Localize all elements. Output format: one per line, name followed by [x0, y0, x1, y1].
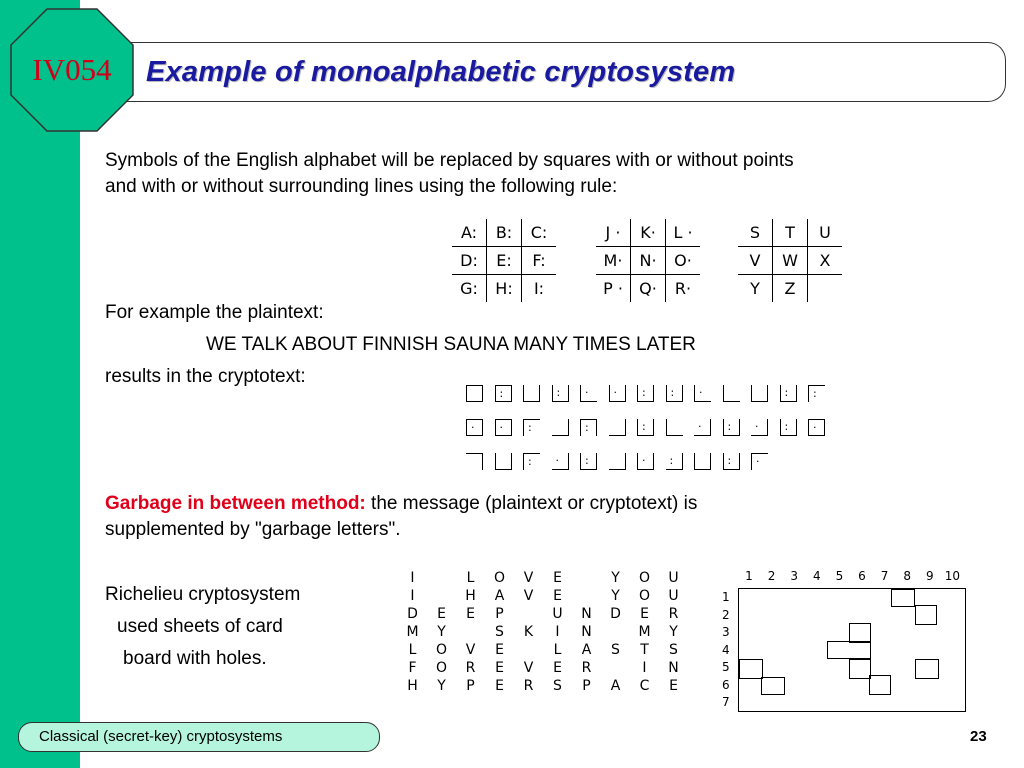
card-hole [827, 641, 871, 659]
cipher-symbol: · [552, 453, 569, 470]
cipher-symbol: · [694, 419, 711, 436]
grid-letter: T [640, 642, 649, 658]
grid-letter: H [465, 588, 476, 604]
cipher-cell: U [808, 219, 843, 247]
card-hole [869, 675, 891, 695]
grid-letter: E [553, 570, 562, 586]
grid-letter: O [493, 570, 506, 586]
cipher-symbol: · [466, 419, 483, 436]
cipher-cell: Q· [631, 275, 666, 303]
card-col-number: 8 [903, 569, 911, 583]
page-number: 23 [970, 728, 987, 745]
cipher-symbol: : [666, 385, 683, 402]
cipher-cell: C: [522, 219, 557, 247]
plaintext: WE TALK ABOUT FINNISH SAUNA MANY TIMES LATER [206, 334, 696, 355]
cipher-cell: Y [738, 275, 773, 303]
cipher-symbol: · [751, 419, 768, 436]
cipher-symbol: · [609, 385, 626, 402]
card-row-number: 2 [722, 607, 730, 622]
cipher-symbol: · [495, 419, 512, 436]
cipher-cell: L · [666, 219, 701, 247]
grid-letter: E [495, 678, 504, 694]
grid-letter: Y [437, 678, 446, 694]
grid-letter: R [581, 660, 592, 676]
card-col-number: 2 [767, 569, 776, 583]
cipher-table-3 [738, 219, 842, 302]
cipher-cell: M· [596, 247, 631, 275]
garbage-desc: the message (plaintext or cryptotext) is [365, 493, 698, 514]
cipher-symbol: · [808, 419, 825, 436]
grid-letter: N [581, 624, 592, 640]
cipher-cell: P · [596, 275, 631, 303]
grid-letter: D [407, 606, 418, 622]
grid-letter: A [494, 588, 505, 604]
grid-letter: U [668, 588, 679, 604]
card-col-number: 5 [835, 569, 844, 583]
cipher-cell: T [773, 219, 808, 247]
grid-letter: E [553, 660, 562, 676]
grid-letter: O [638, 570, 651, 586]
grid-letter: P [495, 606, 504, 622]
grid-letter: A [581, 642, 592, 658]
grid-row [398, 624, 688, 642]
cipher-cell: O· [666, 247, 701, 275]
cipher-symbol [466, 385, 483, 402]
grid-letter: O [638, 588, 651, 604]
grid-letter: L [466, 570, 475, 586]
cipher-cell: N· [631, 247, 666, 275]
card-row-numbers [722, 590, 730, 713]
card-col-number: 7 [880, 569, 889, 583]
grid-letter: E [437, 606, 446, 622]
cipher-cell: K· [631, 219, 666, 247]
grid-letter: K [523, 624, 534, 640]
grid-letter: N [668, 660, 679, 676]
card-col-number: 6 [858, 569, 866, 583]
example-label: For example the plaintext: [105, 302, 324, 323]
grid-row [398, 570, 688, 588]
card-col-number: 4 [812, 569, 821, 583]
card-row-number: 5 [722, 660, 730, 674]
grid-letter: D [610, 606, 621, 622]
card-hole [891, 589, 915, 607]
cipher-symbol [609, 419, 626, 436]
grid-letter: S [669, 642, 678, 658]
grid-letter: V [523, 588, 534, 604]
grid-letter: E [495, 660, 504, 676]
card-row-number: 1 [722, 590, 730, 604]
cipher-symbol: : [637, 419, 654, 436]
grid-letter: I [555, 624, 560, 640]
card-hole [849, 623, 871, 643]
grid-letter: S [611, 642, 620, 658]
cipher-cell: E: [487, 247, 522, 275]
grid-letter: E [466, 606, 475, 622]
card-row-number: 6 [722, 677, 730, 692]
cipher-symbol: : [495, 385, 512, 402]
grid-letter: F [408, 660, 417, 676]
card-row-number: 7 [722, 695, 730, 709]
cipher-symbol [609, 453, 626, 470]
grid-letter: P [466, 678, 475, 694]
grid-letter: M [406, 624, 419, 640]
grid-letter: S [495, 624, 504, 640]
cipher-symbol [694, 453, 711, 470]
grid-letter: R [523, 678, 534, 694]
intro-line-1: Symbols of the English alphabet will be replaced by squares with or without points [105, 150, 794, 171]
cipher-symbol [523, 385, 540, 402]
richelieu-line-2: used sheets of card [117, 616, 283, 637]
cipher-symbol: · [694, 385, 711, 402]
cipher-cell: I: [533, 279, 545, 298]
card-hole [739, 659, 763, 679]
garbage-term: Garbage in between method: [105, 493, 366, 514]
garbage-line-2: supplemented by "garbage letters". [105, 519, 401, 540]
cipher-symbol: : [780, 419, 797, 436]
grid-letter: Y [611, 570, 620, 586]
cipher-cell: H: [487, 275, 522, 303]
cipher-symbol [666, 419, 683, 436]
grid-row [398, 660, 688, 678]
richelieu-line-3: board with holes. [123, 648, 267, 669]
grid-letter: V [465, 642, 476, 658]
grid-letter: E [640, 606, 649, 622]
card-hole [849, 659, 871, 679]
card-col-number: 1 [745, 569, 753, 583]
cipher-symbol: : [723, 419, 740, 436]
cipher-cell [808, 275, 843, 303]
grid-letter: L [553, 642, 562, 658]
grid-letter: A [610, 678, 621, 694]
grid-letter: E [495, 642, 504, 658]
cipher-table-1 [452, 219, 556, 302]
cipher-symbol [723, 385, 740, 402]
grid-letter: R [668, 606, 679, 622]
cipher-symbol: · [637, 453, 654, 470]
cipher-symbol: : [580, 453, 597, 470]
result-label: results in the cryptotext: [105, 366, 306, 387]
grid-letter: V [523, 570, 534, 586]
grid-letter: I [410, 588, 415, 604]
cipher-symbol: : [523, 419, 540, 436]
grid-letter: I [410, 570, 415, 586]
card-row-number: 3 [722, 625, 730, 639]
cipher-symbol: · [751, 453, 768, 470]
grid-row [398, 642, 688, 660]
grid-letter: Y [611, 588, 620, 604]
grid-letter: I [642, 660, 647, 676]
card-col-number: 10 [944, 569, 961, 583]
cipher-cell: X [808, 247, 843, 275]
cipher-symbol: : [552, 385, 569, 402]
course-code: IV054 [32, 52, 112, 87]
garbage-line-1 [105, 491, 697, 517]
cipher-symbol [552, 419, 569, 436]
grid-letter: N [581, 606, 592, 622]
cipher-cell: Z [773, 275, 808, 303]
card-col-number: 3 [790, 569, 798, 583]
grid-row [398, 588, 688, 606]
cipher-symbol: : [780, 385, 797, 402]
footer-section-label: Classical (secret-key) cryptosystems [18, 722, 380, 752]
cipher-symbol [495, 453, 512, 470]
cipher-cell: A: [452, 219, 487, 247]
grid-letter: M [638, 624, 651, 640]
card-hole [761, 677, 785, 695]
cipher-symbol [751, 385, 768, 402]
grid-letter: O [435, 642, 448, 658]
grid-letter: P [582, 678, 591, 694]
cipher-cell: B: [487, 219, 522, 247]
grid-row [398, 606, 688, 624]
cipher-cell: F: [522, 247, 557, 275]
grid-letter: L [408, 642, 417, 658]
grid-letter: S [553, 678, 562, 694]
grid-letter: E [669, 678, 678, 694]
cipher-cell: W [773, 247, 808, 275]
cipher-symbol: : [723, 453, 740, 470]
richelieu-letter-grid [398, 570, 688, 696]
richelieu-line-1: Richelieu cryptosystem [105, 584, 301, 605]
cipher-symbol: : [808, 385, 825, 402]
grid-letter: E [553, 588, 562, 604]
grid-row [398, 678, 688, 696]
cipher-cell: R· [674, 279, 692, 298]
grid-letter: Y [437, 624, 446, 640]
cipher-table-2 [596, 219, 700, 302]
grid-letter: V [523, 660, 534, 676]
cipher-symbol: : [580, 419, 597, 436]
card-col-number: 9 [925, 569, 934, 583]
grid-letter: U [668, 570, 679, 586]
cipher-cell: D: [452, 247, 487, 275]
richelieu-card [738, 588, 966, 712]
grid-letter: U [552, 606, 563, 622]
cipher-symbol: · [580, 385, 597, 402]
cipher-symbol: : [523, 453, 540, 470]
cipher-symbol [466, 453, 483, 470]
grid-letter: O [435, 660, 448, 676]
card-row-number: 4 [722, 642, 730, 657]
grid-letter: Y [669, 624, 678, 640]
page-title: Example of monoalphabetic cryptosystem [146, 56, 736, 88]
cipher-cell: V [738, 247, 773, 275]
grid-letter: H [407, 678, 418, 694]
intro-line-2: and with or without surrounding lines using the following rule: [105, 176, 618, 197]
cipher-symbol: : [666, 453, 683, 470]
cipher-cell: G: [452, 275, 487, 303]
grid-letter: R [465, 660, 476, 676]
card-hole [915, 659, 939, 679]
cipher-symbol: : [637, 385, 654, 402]
cipher-cell: J · [596, 219, 631, 247]
cipher-cell: S [738, 219, 773, 247]
card-hole [915, 605, 937, 625]
grid-letter: C [639, 678, 650, 694]
